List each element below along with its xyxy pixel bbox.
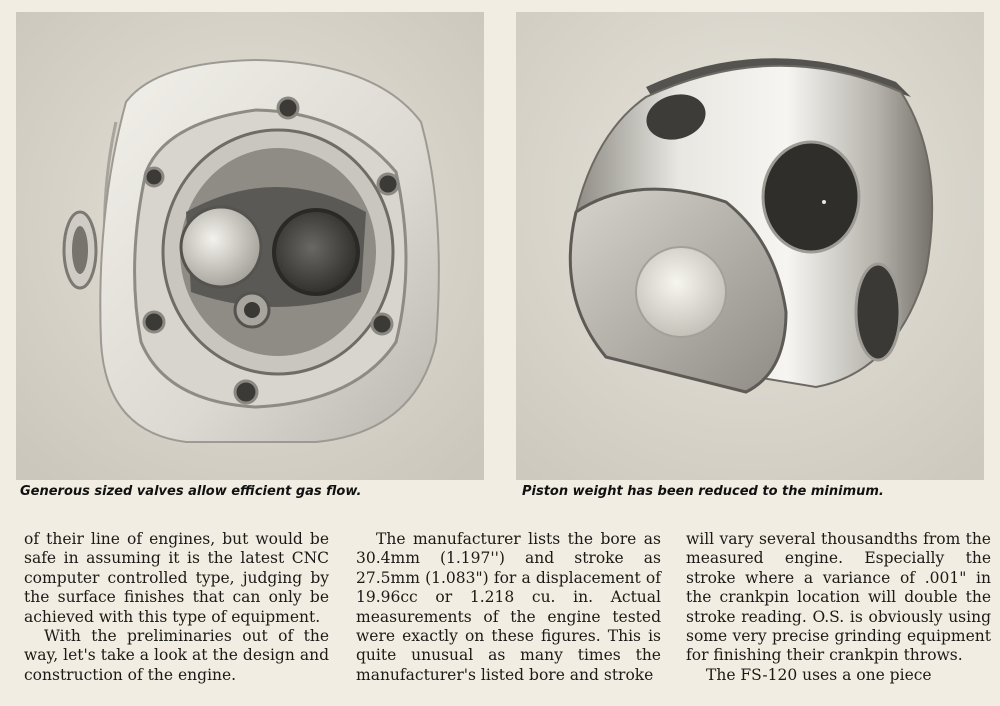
text-column-1 <box>24 530 329 685</box>
paragraph: With the preliminaries out of the way, let's take a look at the design and construction of the engine. <box>24 627 329 684</box>
text-column-3 <box>686 530 991 685</box>
text-column-2 <box>356 530 661 685</box>
paragraph: The FS-120 uses a one piece <box>706 665 932 684</box>
cylinder-head-photo <box>16 12 484 480</box>
piston-photo <box>516 12 984 480</box>
piston-caption: Piston weight has been reduced to the minimum. <box>522 484 884 499</box>
paragraph: will vary several thousandths from the measured engine. Especially the stroke where a variance of .001" in the crankpin location will double the stroke reading. O.S. is obviously using some very precise grinding equipment for finishing their crankpin throws. <box>686 530 991 665</box>
piston-illustration <box>516 12 984 480</box>
cylinder-head-illustration <box>16 12 484 480</box>
cylinder-head-caption: Generous sized valves allow efficient gas flow. <box>20 484 362 499</box>
paragraph: of their line of engines, but would be safe in assuming it is the latest CNC computer controlled type, judging by the surface finishes that can only be achieved with this type of equipment. <box>24 530 329 626</box>
paragraph: The manufacturer lists the bore as 30.4mm (1.197'') and stroke as 27.5mm (1.083") for a displacement of 19.96cc or 1.218 cu. in. Actual measurements of the engine tested were exactly on these figures. This is quite unusual as many times the manufacturer's listed bore and stroke <box>356 530 661 684</box>
